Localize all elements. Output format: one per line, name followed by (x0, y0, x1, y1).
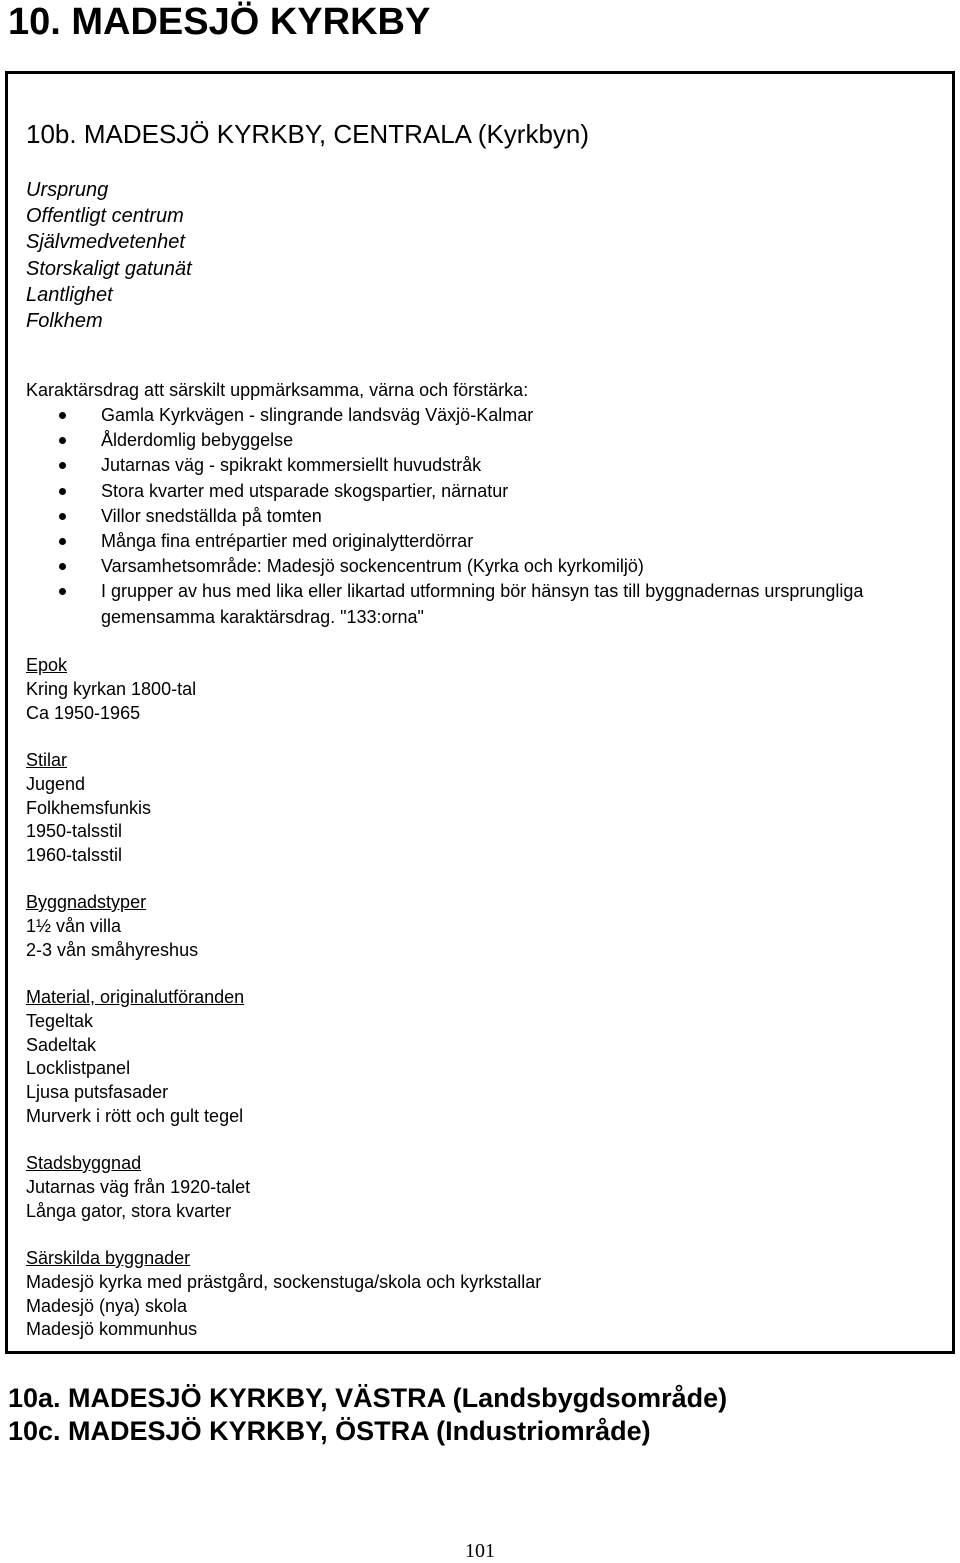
section-item: 2-3 vån småhyreshus (26, 939, 199, 960)
section-item: Folkhemsfunkis (26, 797, 152, 818)
bullet-text: I grupper av hus med lika eller likartad utformning bör hänsyn tas till byggnadernas ursprungliga gemensamma karaktärsdrag. "133:orna" (101, 581, 864, 627)
bullet-icon (59, 437, 66, 444)
section-heading: Epok (26, 655, 68, 675)
section-stadsbyggnad (26, 1152, 250, 1223)
characteristics-list (26, 403, 926, 630)
italic-item: Ursprung (26, 179, 109, 201)
section-item: 1950-talsstil (26, 821, 123, 842)
section-item: 1½ vån villa (26, 915, 122, 936)
bullet-icon (59, 538, 66, 545)
heading-10a: 10a. MADESJÖ KYRKBY, VÄSTRA (Landsbygdsområde) (8, 1383, 728, 1413)
page-number: 101 (465, 1540, 495, 1562)
section-item: Jugend (26, 773, 86, 794)
bullet-item (26, 403, 926, 428)
bullet-icon (59, 462, 66, 469)
italic-item: Offentligt centrum (26, 205, 184, 228)
section-heading: Stadsbyggnad (26, 1153, 142, 1173)
italic-item: Folkhem (26, 309, 103, 332)
section-item: Locklistpanel (26, 1058, 131, 1079)
italic-item: Lantlighet (26, 283, 113, 306)
bullet-icon (59, 588, 66, 595)
bullet-icon (59, 513, 66, 520)
section-item: Madesjö kommunhus (26, 1319, 198, 1340)
italic-item: Storskaligt gatunät (26, 257, 192, 280)
page-title: 10. MADESJÖ KYRKBY (8, 1, 431, 43)
section-heading: Stilar (26, 750, 68, 770)
section-heading: Byggnadstyper (26, 892, 147, 912)
bullet-item (26, 504, 926, 529)
bullet-text: Stora kvarter med utsparade skogspartier, närnatur (101, 480, 509, 501)
box-title: 10b. MADESJÖ KYRKBY, CENTRALA (Kyrkbyn) (26, 119, 590, 149)
section-epok (26, 654, 196, 725)
section-item: Jutarnas väg från 1920-talet (26, 1176, 251, 1197)
section-item: Ljusa putsfasader (26, 1082, 169, 1103)
bullet-icon (59, 488, 66, 495)
bullet-text: Jutarnas väg - spikrakt kommersiellt huvudstråk (101, 455, 482, 476)
section-item: 1960-talsstil (26, 845, 123, 866)
section-stilar (26, 749, 151, 868)
section-item: Sadeltak (26, 1034, 97, 1055)
bullet-item (26, 453, 926, 478)
section-item: Kring kyrkan 1800-tal (26, 678, 197, 699)
section-byggnadstyper (26, 891, 198, 962)
section-heading: Material, originalutföranden (26, 987, 245, 1007)
section-item: Murverk i rött och gult tegel (26, 1105, 244, 1126)
section-item: Tegeltak (26, 1010, 94, 1031)
bullet-icon (59, 563, 66, 570)
district-box (5, 71, 955, 1354)
section-sarskilda-byggnader (26, 1247, 541, 1342)
bullet-item (26, 428, 926, 453)
section-item: Långa gator, stora kvarter (26, 1200, 232, 1221)
section-item: Ca 1950-1965 (26, 702, 141, 723)
bullet-item (26, 579, 926, 629)
bullet-text: Varsamhetsområde: Madesjö sockencentrum (Kyrka och kyrkomiljö) (101, 556, 644, 577)
heading-10c: 10c. MADESJÖ KYRKBY, ÖSTRA (Industriområde) (8, 1416, 651, 1446)
italic-item: Självmedvetenhet (26, 231, 185, 254)
bullet-text: Ålderdomlig bebyggelse (101, 430, 294, 451)
characteristics-label: Karaktärsdrag att särskilt uppmärksamma, värna och förstärka: (26, 380, 529, 400)
bullet-icon (59, 412, 66, 419)
section-material (26, 986, 244, 1129)
bullet-text: Gamla Kyrkvägen - slingrande landsväg Växjö-Kalmar (101, 405, 534, 425)
italic-list (26, 177, 192, 334)
bullet-text: Villor snedställda på tomten (101, 505, 322, 526)
bullet-item (26, 554, 926, 579)
section-heading: Särskilda byggnader (26, 1248, 191, 1268)
section-item: Madesjö (nya) skola (26, 1295, 188, 1316)
bullet-item (26, 529, 926, 554)
bullet-text: Många fina entrépartier med originalytterdörrar (101, 531, 474, 552)
bullet-item (26, 479, 926, 504)
section-item: Madesjö kyrka med prästgård, sockenstuga/skola och kyrkstallar (26, 1271, 542, 1292)
